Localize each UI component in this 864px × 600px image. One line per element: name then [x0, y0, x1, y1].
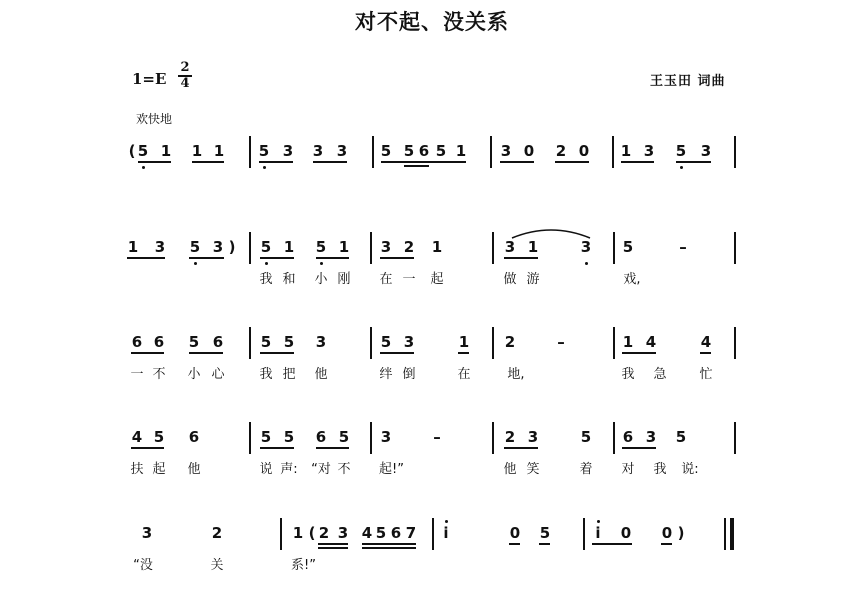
note-2-15: 3: [580, 238, 592, 256]
barline: [280, 518, 282, 550]
note-2-13: 3: [504, 238, 516, 256]
note-1-18: 0: [578, 142, 590, 160]
note-2-5: ): [228, 238, 236, 256]
note-2-8: 5: [315, 238, 327, 256]
beam-underline: [622, 352, 656, 354]
barline: [370, 327, 372, 359]
beam-underline: [661, 543, 672, 545]
note-1-7: 3: [282, 142, 294, 160]
octave-dot-below: [680, 166, 683, 169]
note-4-1: 4: [131, 428, 143, 446]
tempo-marking: 欢快地: [136, 112, 173, 126]
lyric-3-9: 倒: [402, 367, 416, 382]
note-1-12: 6: [418, 142, 430, 160]
beam-underline: [622, 447, 656, 449]
note-2-9: 1: [338, 238, 350, 256]
beam-underline: [313, 161, 347, 163]
barline: [492, 232, 494, 264]
note-5-15: 0: [620, 524, 632, 542]
beam-underline: [555, 161, 589, 163]
note-5-9: 6: [390, 524, 402, 542]
note-1-22: 3: [700, 142, 712, 160]
lyric-2-7: 起: [430, 272, 444, 287]
note-3-12: –: [557, 333, 565, 351]
note-5-1: 3: [141, 524, 153, 542]
barline: [370, 422, 372, 454]
lyric-3-13: 急: [653, 367, 667, 382]
note-1-17: 2: [555, 142, 567, 160]
beam-underline: [189, 257, 224, 259]
lyric-4-7: 不: [337, 462, 351, 477]
barline: [734, 136, 736, 168]
note-4-2: 5: [153, 428, 165, 446]
lyric-4-3: 他: [187, 462, 201, 477]
note-5-4: (: [308, 524, 316, 542]
beam-underline: [131, 352, 164, 354]
beam-underline: [127, 257, 165, 259]
note-5-5: 2: [318, 524, 330, 542]
note-2-12: 1: [431, 238, 443, 256]
lyric-2-3: 小: [314, 272, 328, 287]
note-5-7: 4: [361, 524, 373, 542]
barline: [724, 518, 726, 550]
barline: [730, 518, 734, 550]
note-2-2: 3: [154, 238, 166, 256]
key-signature: 1=E: [132, 70, 167, 88]
lyric-2-6: 一: [402, 272, 416, 287]
note-4-10: 2: [504, 428, 516, 446]
octave-dot-below: [265, 262, 268, 265]
note-1-4: 1: [191, 142, 203, 160]
beam-underline: [381, 161, 466, 163]
beam-underline: [260, 447, 294, 449]
beam-underline: [260, 257, 294, 259]
note-5-6: 3: [337, 524, 349, 542]
note-1-11: 5: [403, 142, 415, 160]
barline: [492, 422, 494, 454]
note-4-4: 5: [260, 428, 272, 446]
note-4-15: 5: [675, 428, 687, 446]
lyric-2-8: 做: [503, 272, 517, 287]
beam-underline: [621, 161, 654, 163]
barline: [613, 232, 615, 264]
note-3-2: 6: [153, 333, 165, 351]
beam-underline: [316, 257, 349, 259]
octave-dot-above: [597, 520, 600, 523]
barline: [372, 136, 374, 168]
lyric-3-10: 在: [457, 367, 471, 382]
note-2-17: –: [679, 238, 687, 256]
lyric-3-1: 一: [130, 367, 144, 382]
note-3-7: 3: [315, 333, 327, 351]
lyric-2-10: 戏,: [623, 272, 641, 287]
lyric-4-13: 我: [653, 462, 667, 477]
note-3-5: 5: [260, 333, 272, 351]
note-1-16: 0: [523, 142, 535, 160]
note-5-16: 0: [661, 524, 673, 542]
meter-bottom: 4: [180, 76, 190, 91]
lyric-4-5: 声:: [280, 462, 298, 477]
note-5-3: 1: [292, 524, 304, 542]
lyric-4-10: 笑: [526, 462, 540, 477]
note-4-3: 6: [188, 428, 200, 446]
song-title: 对不起、没关系: [355, 10, 509, 34]
lyric-5-1: “没: [133, 558, 153, 573]
beam-underline: [362, 543, 416, 545]
author-credit: 王玉田 词曲: [650, 74, 726, 89]
note-1-5: 1: [213, 142, 225, 160]
note-3-13: 1: [622, 333, 634, 351]
beam-underline: [260, 352, 294, 354]
meter-top: 2: [180, 60, 190, 75]
lyric-3-8: 绊: [379, 367, 393, 382]
note-2-16: 5: [622, 238, 634, 256]
beam-underline: [138, 161, 171, 163]
beam-underline: [316, 447, 349, 449]
barline: [432, 518, 434, 550]
octave-dot-above: [445, 520, 448, 523]
beam-underline-double: [404, 165, 429, 167]
note-4-7: 5: [338, 428, 350, 446]
beam-underline: [380, 352, 414, 354]
note-4-11: 3: [527, 428, 539, 446]
note-2-14: 1: [527, 238, 539, 256]
octave-dot-below: [585, 262, 588, 265]
beam-underline: [458, 352, 469, 354]
note-3-3: 5: [188, 333, 200, 351]
note-5-10: 7: [405, 524, 417, 542]
note-4-5: 5: [283, 428, 295, 446]
beam-underline: [700, 352, 711, 354]
barline: [613, 422, 615, 454]
lyric-2-1: 我: [259, 272, 273, 287]
note-1-20: 3: [643, 142, 655, 160]
octave-dot-below: [194, 262, 197, 265]
note-1-21: 5: [675, 142, 687, 160]
lyric-2-9: 游: [526, 272, 540, 287]
note-3-14: 4: [645, 333, 657, 351]
lyric-4-6: “对: [311, 462, 331, 477]
note-3-6: 5: [283, 333, 295, 351]
note-3-10: 1: [458, 333, 470, 351]
note-5-12: 0: [509, 524, 521, 542]
note-2-1: 1: [127, 238, 139, 256]
octave-dot-below: [320, 262, 323, 265]
octave-dot-below: [263, 166, 266, 169]
barline: [490, 136, 492, 168]
barline: [492, 327, 494, 359]
note-4-9: –: [433, 428, 441, 446]
octave-dot-below: [142, 166, 145, 169]
beam-underline-double: [362, 547, 416, 549]
note-1-2: 5: [137, 142, 149, 160]
beam-underline: [131, 447, 164, 449]
barline: [612, 136, 614, 168]
barline: [583, 518, 585, 550]
lyric-4-2: 起: [152, 462, 166, 477]
note-1-19: 1: [620, 142, 632, 160]
note-4-12: 5: [580, 428, 592, 446]
barline: [734, 327, 736, 359]
note-4-14: 3: [645, 428, 657, 446]
lyric-4-1: 扶: [130, 462, 144, 477]
barline: [734, 422, 736, 454]
beam-underline: [509, 543, 520, 545]
barline: [249, 422, 251, 454]
beam-underline: [189, 352, 223, 354]
note-2-7: 1: [283, 238, 295, 256]
lyric-4-4: 说: [259, 462, 273, 477]
lyric-3-2: 不: [152, 367, 166, 382]
note-2-11: 2: [403, 238, 415, 256]
barline: [249, 327, 251, 359]
note-3-1: 6: [131, 333, 143, 351]
beam-underline: [504, 447, 538, 449]
note-4-13: 6: [622, 428, 634, 446]
note-3-9: 3: [403, 333, 415, 351]
lyric-2-2: 和: [282, 272, 296, 287]
lyric-2-5: 在: [379, 272, 393, 287]
lyric-2-4: 刚: [337, 272, 351, 287]
note-2-10: 3: [380, 238, 392, 256]
note-1-14: 1: [455, 142, 467, 160]
note-1-15: 3: [500, 142, 512, 160]
barline: [249, 232, 251, 264]
beam-underline: [192, 161, 224, 163]
barline: [370, 232, 372, 264]
note-1-3: 1: [160, 142, 172, 160]
lyric-5-2: 关: [210, 558, 224, 573]
note-3-8: 5: [380, 333, 392, 351]
beam-underline: [259, 161, 293, 163]
note-2-3: 5: [189, 238, 201, 256]
note-5-2: 2: [211, 524, 223, 542]
note-1-8: 3: [312, 142, 324, 160]
lyric-5-3: 系!”: [291, 558, 316, 573]
note-1-13: 5: [435, 142, 447, 160]
note-5-14: i: [595, 524, 601, 542]
note-3-15: 4: [700, 333, 712, 351]
barline: [734, 232, 736, 264]
beam-underline-double: [318, 547, 348, 549]
lyric-3-14: 忙: [699, 367, 713, 382]
beam-underline: [504, 257, 538, 259]
slur-tie: [508, 226, 608, 240]
beam-underline: [380, 257, 414, 259]
lyric-4-11: 着: [579, 462, 593, 477]
note-2-4: 3: [212, 238, 224, 256]
lyric-3-5: 我: [259, 367, 273, 382]
note-5-11: i: [443, 524, 449, 542]
lyric-3-3: 小: [187, 367, 201, 382]
note-5-13: 5: [539, 524, 551, 542]
lyric-3-6: 把: [282, 367, 296, 382]
lyric-3-11: 地,: [507, 367, 525, 382]
beam-underline: [539, 543, 550, 545]
barline: [613, 327, 615, 359]
lyric-4-12: 对: [621, 462, 635, 477]
lyric-3-7: 他: [314, 367, 328, 382]
note-3-11: 2: [504, 333, 516, 351]
lyric-4-14: 说:: [681, 462, 699, 477]
lyric-3-12: 我: [621, 367, 635, 382]
beam-underline: [592, 543, 632, 545]
note-5-8: 5: [375, 524, 387, 542]
barline: [249, 136, 251, 168]
note-1-9: 3: [336, 142, 348, 160]
note-1-6: 5: [258, 142, 270, 160]
beam-underline: [500, 161, 534, 163]
beam-underline: [318, 543, 348, 545]
time-signature: [178, 62, 192, 90]
note-4-8: 3: [380, 428, 392, 446]
note-5-17: ): [677, 524, 685, 542]
lyric-3-4: 心: [211, 367, 225, 382]
note-4-6: 6: [315, 428, 327, 446]
beam-underline: [676, 161, 711, 163]
note-3-4: 6: [212, 333, 224, 351]
note-2-6: 5: [260, 238, 272, 256]
lyric-4-9: 他: [503, 462, 517, 477]
note-1-10: 5: [380, 142, 392, 160]
lyric-4-8: 起!”: [379, 462, 404, 477]
note-1-1: (: [128, 142, 136, 160]
